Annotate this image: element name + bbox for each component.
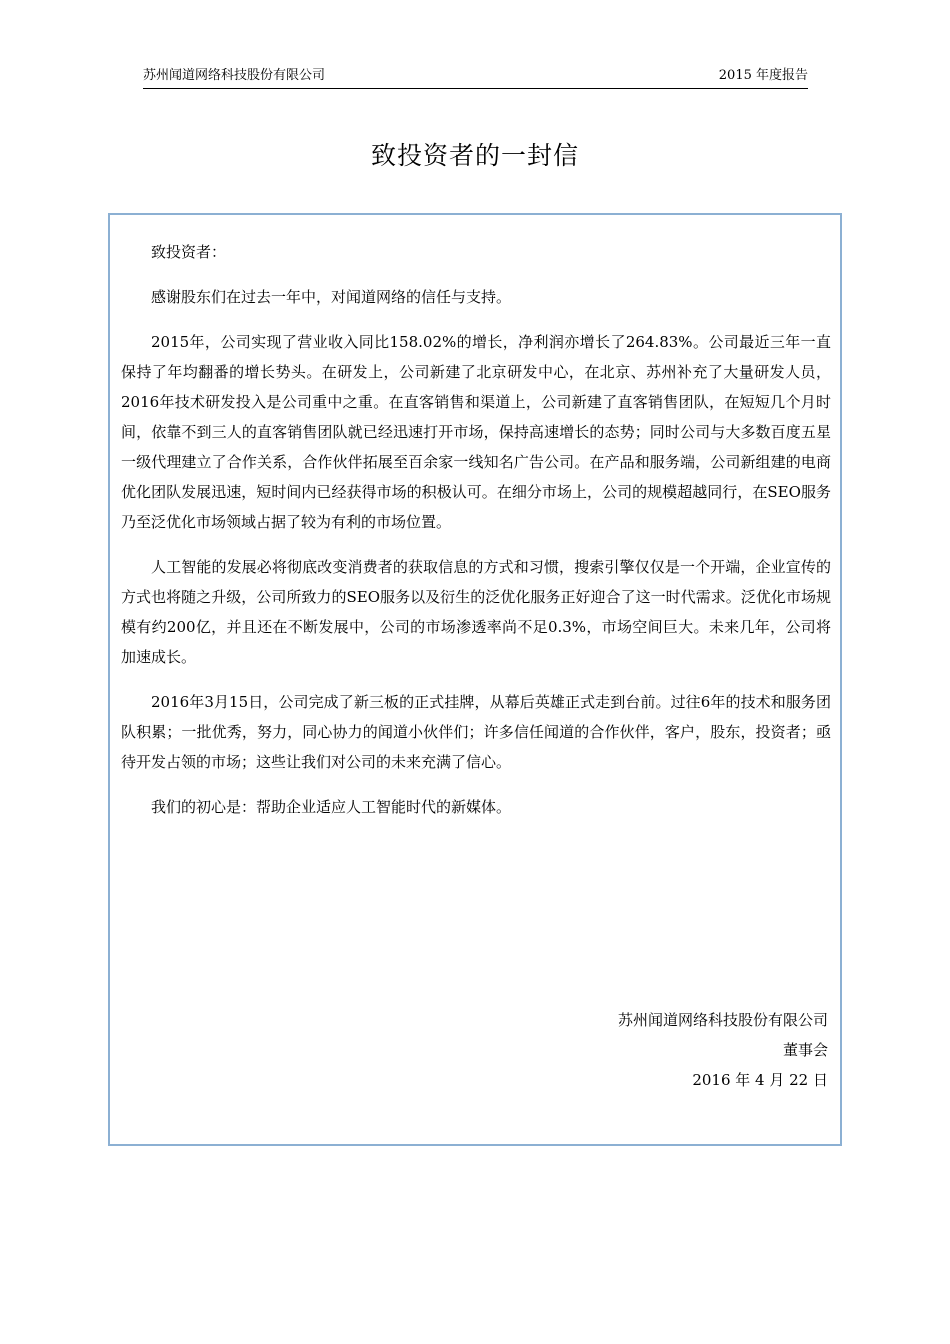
page-title: 致投资者的一封信 [370,141,579,170]
letter-salutation: 致投资者： [151,243,227,261]
letter-paragraph-2015-results: 2015年，公司实现了营业收入同比158.02%的增长，净利润亦增长了264.83%。公司最近三年一直保持了年均翻番的增长势头。在研发上，公司新建了北京研发中心，在北京、苏州补充了大量研发人员，2016年技术研发投入是公司重中之重。在直客销售和渠道上，公司新建了直客销售团队，在短短几个月时间，依靠不到三人的直客销售团队就已经迅速打开市场，保持高速增长的态势；同时公司与大多数百度五星一级代理建立了合作关系，合作伙伴拓展至百余家一线知名广告公司。在产品和服务端，公司新组建的电商优化团队发展迅速，短时间内已经获得市场的积极认可。在细分市场上，公司的规模超越同行，在SEO服务乃至泛优化市场领域占据了较为有利的市场位置。 [121,333,831,531]
letter-body [121,237,831,837]
letter-paragraph-thanks: 感谢股东们在过去一年中，对闻道网络的信任与支持。 [151,288,512,306]
header-report-label: 2015 年度报告 [718,68,808,83]
letter-box [108,213,842,1146]
letter-signature [618,1005,828,1095]
signature-date: 2016 年 4 月 22 日 [692,1071,828,1089]
letter-paragraph-listing: 2016年3月15日，公司完成了新三板的正式挂牌，从幕后英雄正式走到台前。过往6年的技术和服务团队积累；一批优秀，努力，同心协力的闻道小伙伴们；许多信任闻道的合作伙伴，客户，股东，投资者；亟待开发占领的市场；这些让我们对公司的未来充满了信心。 [121,693,831,771]
header-company-name: 苏州闻道网络科技股份有限公司 [143,68,326,83]
letter-paragraph-mission: 我们的初心是：帮助企业适应人工智能时代的新媒体。 [151,798,512,816]
page-header [143,66,808,89]
letter-paragraph-ai-outlook: 人工智能的发展必将彻底改变消费者的获取信息的方式和习惯，搜索引擎仅仅是一个开端，企业宣传的方式也将随之升级，公司所致力的SEO服务以及衍生的泛优化服务正好迎合了这一时代需求。泛优化市场规模有约200亿，并且还在不断发展中，公司的市场渗透率尚不足0.3%，市场空间巨大。未来几年，公司将加速成长。 [121,558,831,666]
signature-company: 苏州闻道网络科技股份有限公司 [617,1011,828,1029]
signature-board: 董事会 [782,1041,828,1059]
